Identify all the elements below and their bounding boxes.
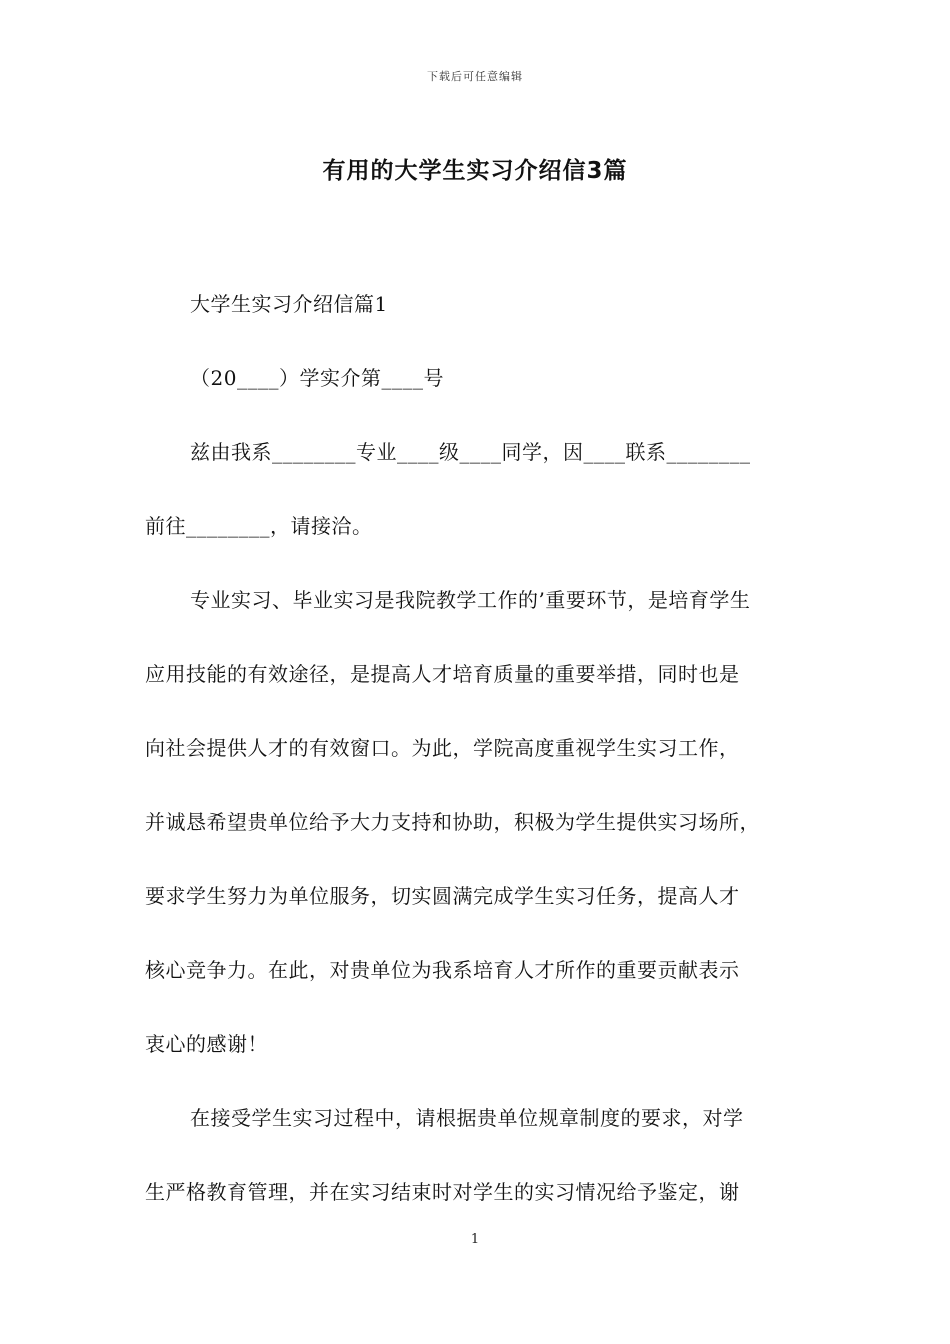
header-note: 下载后可任意编辑	[427, 70, 523, 83]
body-line: 应用技能的有效途径，是提高人才培育质量的重要举措，同时也是	[145, 662, 740, 686]
section-heading: 大学生实习介绍信篇1	[190, 292, 388, 316]
reference-number-line: （20____）学实介第____号	[190, 366, 444, 390]
body-line: 专业实习、毕业实习是我院教学工作的’重要环节，是培育学生	[190, 588, 751, 612]
body-line: 衷心的感谢！	[145, 1032, 268, 1056]
body-line: 在接受学生实习过程中，请根据贵单位规章制度的要求，对学	[190, 1106, 744, 1130]
body-line: 要求学生努力为单位服务，切实圆满完成学生实习任务，提高人才	[145, 884, 740, 908]
body-line: 前往________，请接洽。	[145, 514, 373, 538]
body-line: 兹由我系________专业____级____同学，因____联系________	[190, 440, 751, 464]
page-number: 1	[470, 1232, 480, 1247]
body-line: 并诚恳希望贵单位给予大力支持和协助，积极为学生提供实习场所，	[145, 810, 760, 834]
document-title: 有用的大学生实习介绍信3篇	[322, 158, 628, 184]
body-line: 生严格教育管理，并在实习结束时对学生的实习情况给予鉴定，谢	[145, 1180, 740, 1204]
body-line: 向社会提供人才的有效窗口。为此，学院高度重视学生实习工作，	[145, 736, 740, 760]
body-line: 核心竞争力。在此，对贵单位为我系培育人才所作的重要贡献表示	[145, 958, 740, 982]
